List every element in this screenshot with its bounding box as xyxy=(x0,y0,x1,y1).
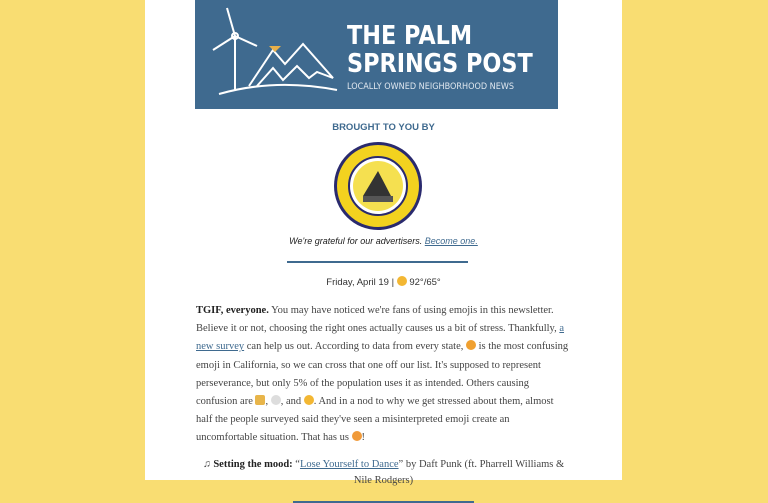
sun-icon xyxy=(397,276,407,286)
weather-line xyxy=(145,276,622,288)
setting-the-mood xyxy=(196,457,571,489)
text: , and xyxy=(280,396,304,408)
date-text: Friday, April 19 | xyxy=(326,277,395,288)
mood-label: Setting the mood: xyxy=(213,458,293,470)
intro-lead: TGIF, everyone. xyxy=(196,305,269,316)
text: “ xyxy=(292,458,300,470)
intro-paragraph xyxy=(196,302,571,448)
skull-emoji-icon xyxy=(271,395,281,405)
survey-link[interactable]: a new survey xyxy=(196,323,565,353)
masthead-title xyxy=(347,22,533,78)
grimacing-face-emoji-icon xyxy=(304,395,314,405)
text: You may have noticed we're fans of using emojis in this newsletter. Believe it or not, choosing the right ones actually causes us a bit of stress. Thankfully, xyxy=(196,305,560,335)
header-banner xyxy=(195,0,558,109)
advertiser-note xyxy=(145,236,622,246)
persevering-face-emoji-icon xyxy=(466,340,476,350)
grateful-text: We're grateful for our advertisers. xyxy=(289,236,423,246)
divider xyxy=(293,501,474,503)
masthead-tagline: LOCALLY OWNED NEIGHBORHOOD NEWS xyxy=(347,82,514,92)
music-notes-icon: ♫ xyxy=(202,458,211,470)
text: ! xyxy=(361,432,366,444)
title-line-1: THE PALM xyxy=(347,21,473,51)
newsletter-column xyxy=(145,0,622,486)
screaming-face-emoji-icon xyxy=(352,431,362,441)
text: is the most confusing emoji in California, so we can cross that one off our list. It's supposed to represent perseverance, but only 5% of the population uses it as intended. Others causing confusion are xyxy=(196,341,569,408)
song-link[interactable]: Lose Yourself to Dance xyxy=(299,458,399,470)
text: ” by Daft Punk (ft. Pharrell Williams & Nile Rodgers) xyxy=(353,458,565,486)
title-line-2: SPRINGS POST xyxy=(347,49,533,79)
windmill-mountain-logo-icon xyxy=(205,6,345,106)
text: . And in a nod to why we get stressed about them, almost half the people surveyed said they've seen a misinterpreted emoji create an uncomfortable situation. That has us xyxy=(196,396,554,444)
divider xyxy=(287,261,468,263)
body-content xyxy=(196,302,571,503)
text: , xyxy=(265,396,271,408)
temperature: 92°/65° xyxy=(409,277,441,288)
city-seal-logo[interactable] xyxy=(333,141,423,231)
text: can help us out. According to data from every state, xyxy=(244,341,467,353)
nail-polish-emoji-icon xyxy=(255,395,265,405)
sponsor-heading: BROUGHT TO YOU BY xyxy=(332,122,435,133)
become-advertiser-link[interactable]: Become one. xyxy=(424,236,478,246)
